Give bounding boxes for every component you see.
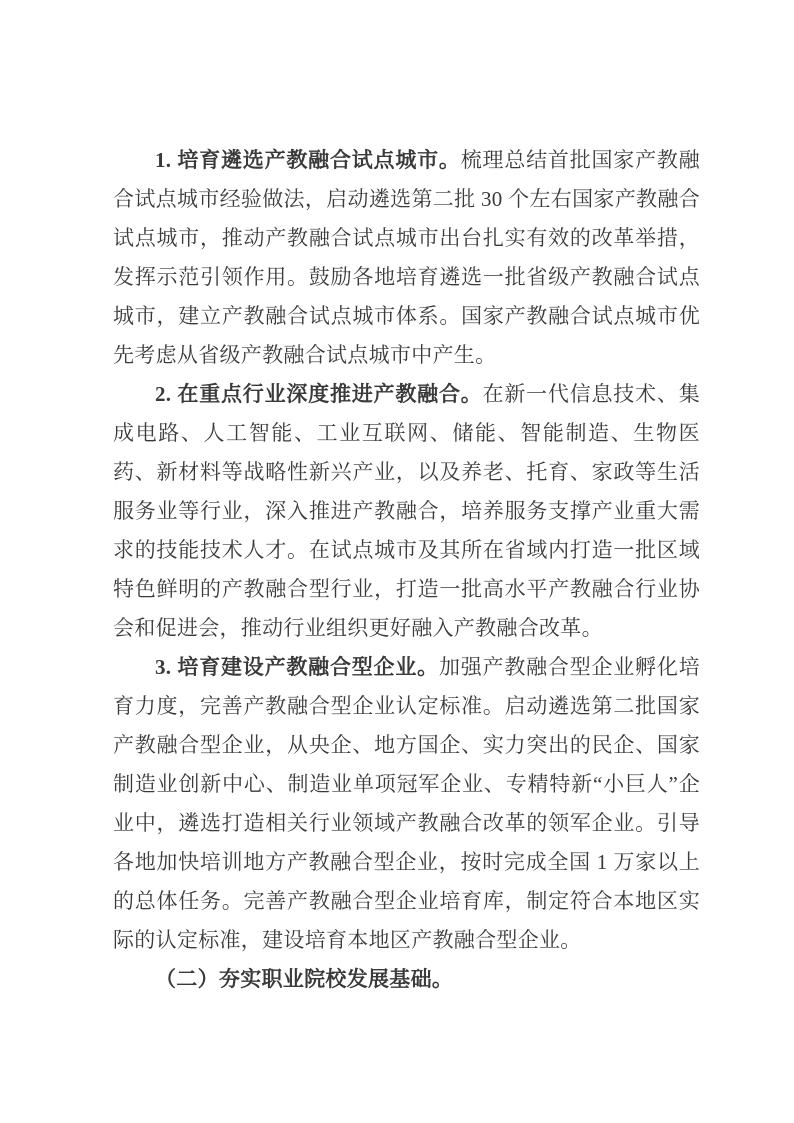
paragraph-item-3	[113, 648, 700, 960]
paragraph-item-3-text: 加强产教融合型企业孵化培育力度，完善产教融合型企业认定标准。启动遴选第二批国家产教融合型企业，从央企、地方国企、实力突出的民企、国家制造业创新中心、制造业单项冠军企业、专精特新“小巨人”企业中，遴选打造相关行业领域产教融合改革的领军企业。引导各地加快培训地方产教融合型企业，按时完成全国 1 万家以上的总体任务。完善产教融合型企业培育库，制定符合本地区实际的认定标准，建设培育本地区产教融合型企业。	[113, 655, 701, 952]
section-heading: （二）夯实职业院校发展基础。	[155, 967, 454, 991]
paragraph-item-2-lead: 2. 在重点行业深度推进产教融合。	[155, 382, 483, 406]
paragraph-item-2	[113, 375, 700, 648]
paragraph-item-2-text: 在新一代信息技术、集成电路、人工智能、工业互联网、储能、智能制造、生物医药、新材料等战略性新兴产业，以及养老、托育、家政等生活服务业等行业，深入推进产教融合，培养服务支撑产业重大需求的技能技术人才。在试点城市及其所在省域内打造一批区域特色鲜明的产教融合型行业，打造一批高水平产教融合行业协会和促进会，推动行业组织更好融入产教融合改革。	[113, 382, 700, 640]
paragraph-item-1-text: 梳理总结首批国家产教融合试点城市经验做法，启动遴选第二批 30 个左右国家产教融合试点城市，推动产教融合试点城市出台扎实有效的改革举措，发挥示范引领作用。鼓励各地培育遴选一批省级产教融合试点城市，建立产教融合试点城市体系。国家产教融合试点城市优先考虑从省级产教融合试点城市中产生。	[113, 148, 700, 367]
paragraph-item-1	[113, 141, 700, 375]
document-body	[113, 141, 700, 999]
paragraph-item-1-lead: 1. 培育遴选产教融合试点城市。	[155, 148, 461, 172]
paragraph-item-3-lead: 3. 培育建设产教融合型企业。	[155, 655, 439, 679]
